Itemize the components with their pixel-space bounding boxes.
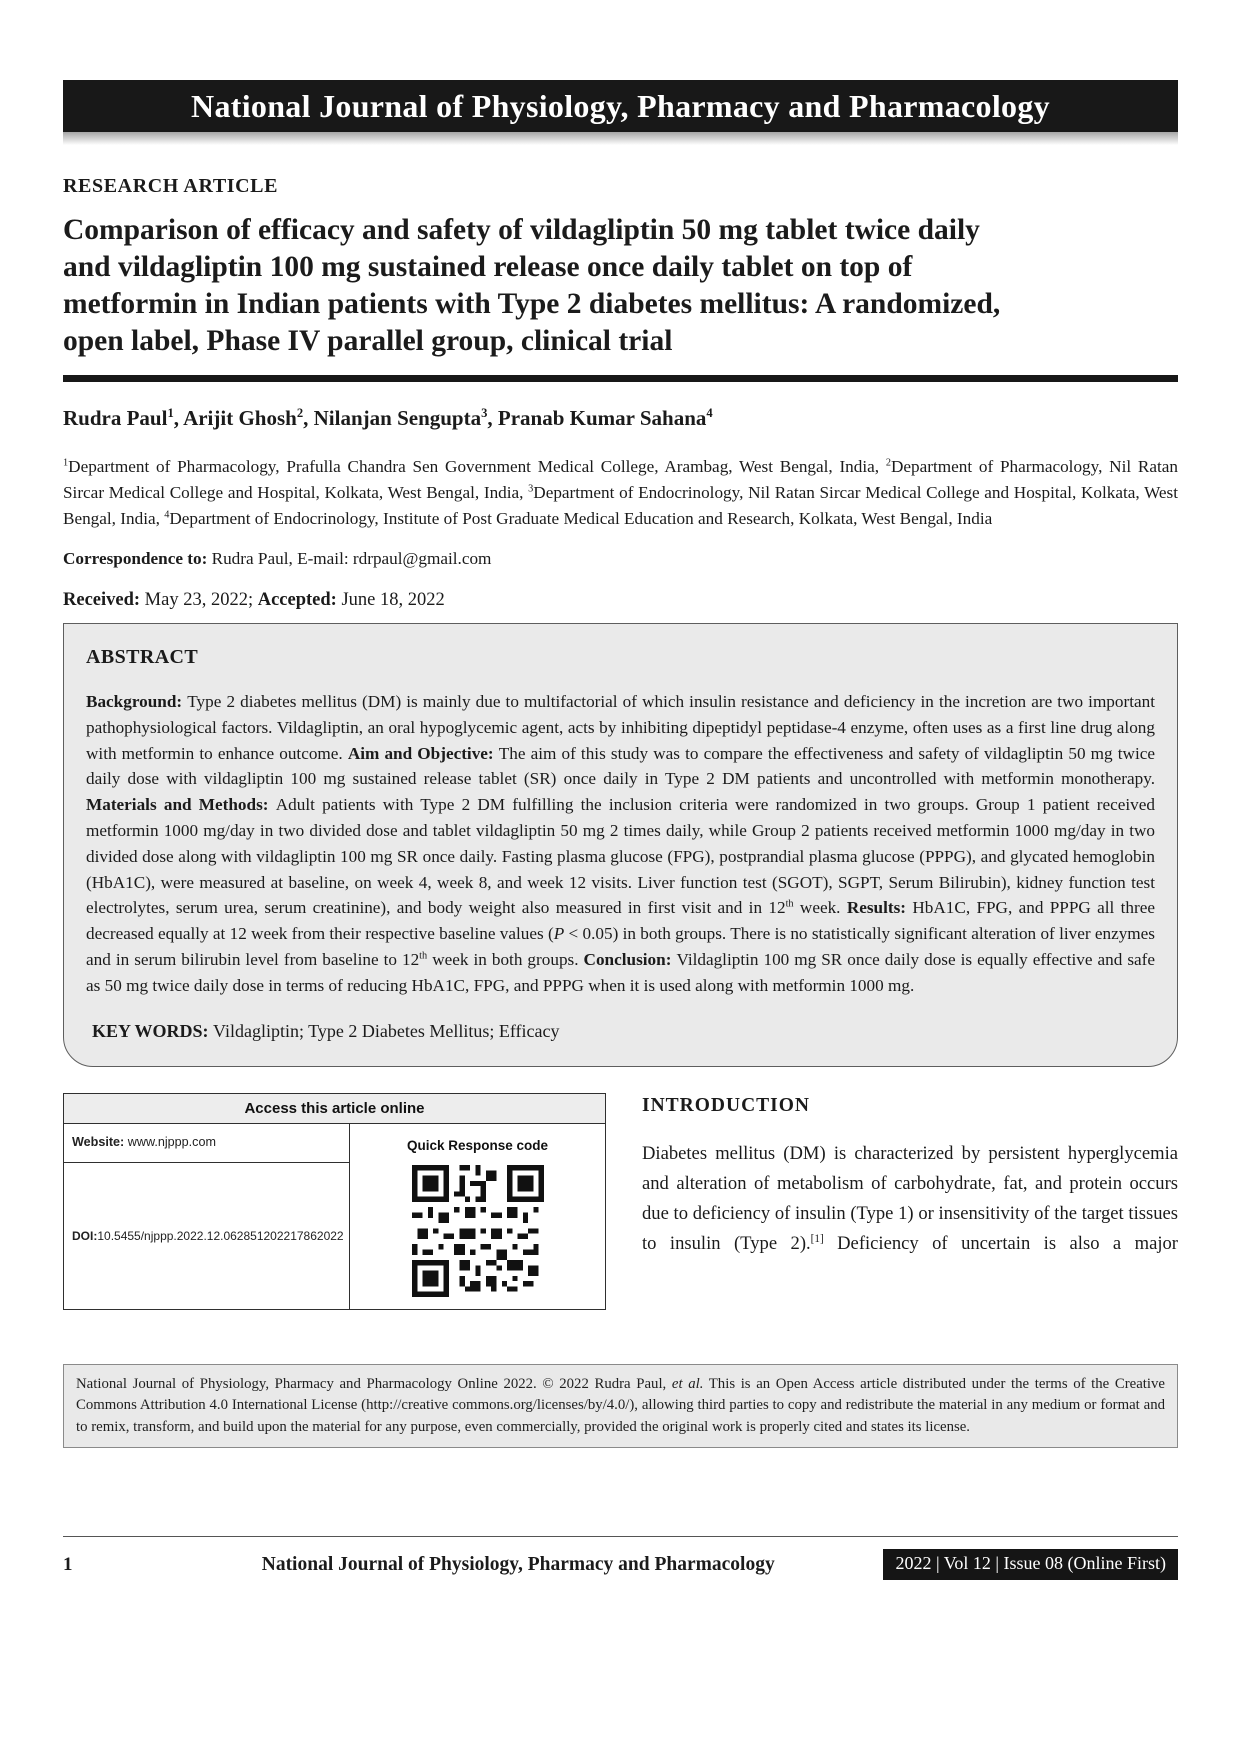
text-segment: June 18, 2022: [341, 590, 445, 610]
title-divider: [63, 375, 1178, 382]
text-segment: Vildagliptin; Type 2 Diabetes Mellitus; Efficacy: [213, 1020, 560, 1041]
text-segment: National Journal of Physiology, Pharmacy and Pharmacology Online 2022. © 2022 Rudra Paul,: [76, 1375, 672, 1392]
access-box-body: [64, 1124, 605, 1309]
text-segment: Conclusion:: [583, 949, 677, 969]
access-box-right-column: [350, 1124, 605, 1309]
qr-code-label: Quick Response code: [406, 1137, 549, 1153]
text-segment: et al.: [671, 1375, 704, 1392]
text-segment: metformin in Indian patients with Type 2 diabetes mellitus: A randomized,: [63, 288, 1001, 320]
text-segment: 3: [481, 406, 488, 420]
doi-cell: [64, 1163, 349, 1309]
text-segment: Deficiency of uncertain is also a major: [823, 1232, 1178, 1254]
abstract-heading: ABSTRACT: [86, 646, 199, 668]
license-notice: [63, 1364, 1178, 1449]
journal-banner-title: National Journal of Physiology, Pharmacy and Pharmacology: [191, 87, 1050, 124]
text-segment: HbA1C, FPG, and PPPG all three decreased equally at 12 week from their respective baseline values (: [86, 898, 1155, 944]
text-segment: [1]: [810, 1232, 824, 1245]
introduction-heading: INTRODUCTION: [642, 1094, 811, 1116]
text-segment: KEY WORDS:: [92, 1020, 214, 1041]
article-type-label: RESEARCH ARTICLE: [63, 175, 279, 197]
text-segment: , Pranab Kumar Sahana: [487, 406, 707, 430]
access-box-left-column: [64, 1124, 350, 1309]
text-segment: Correspondence to:: [63, 549, 212, 568]
text-segment: Rudra Paul: [63, 406, 168, 430]
correspondence-line: [63, 549, 1178, 569]
author-line: [63, 406, 1178, 431]
text-segment: Materials and Methods:: [86, 795, 276, 815]
journal-banner: [63, 80, 1178, 132]
footer-issue-badge: 2022 | Vol 12 | Issue 08 (Online First): [883, 1549, 1178, 1580]
text-segment: Background:: [86, 692, 188, 711]
access-article-box: [63, 1093, 606, 1310]
introduction-paragraph: [642, 1139, 1178, 1259]
access-box-header: Access this article online: [64, 1094, 605, 1124]
footer-page-number: 1: [63, 1553, 73, 1575]
abstract-box: [63, 623, 1178, 1067]
text-segment: 10.5455/njppp.2022.12.062851202217862022: [97, 1228, 344, 1243]
qr-code-icon: [412, 1165, 544, 1297]
affiliations: [63, 454, 1178, 532]
text-segment: Vildagliptin 100 mg SR once daily dose is equally effective and safe as 50 mg twice daily dose in terms of reducing HbA1C, FPG, and PPPG when it is used along with metformin 1000 mg.: [86, 949, 1156, 995]
text-segment: , Arijit Ghosh: [173, 406, 297, 430]
text-segment: Department of Endocrinology, Nil Ratan Sircar Medical College and Hospital, Kolkata, West Bengal, India,: [63, 483, 1179, 528]
two-column-section: [63, 1093, 1178, 1310]
banner-shadow: [63, 132, 1178, 145]
text-segment: < 0.05) in both groups. There is no statistically significant alteration of liver enzymes and in serum bilirubin level from baseline to 12: [86, 924, 1155, 969]
text-segment: DOI:: [72, 1228, 98, 1243]
text-segment: Accepted:: [257, 590, 342, 610]
received-accepted-line: [63, 590, 1178, 611]
text-segment: Adult patients with Type 2 DM fulfilling the inclusion criteria were randomized in two groups. Group 1 patient received metformin 1000 mg/day in two divided dose and tablet vildagliptin 50 mg 2 times daily, while Group 2 patients received metformin 1000 mg/day in two divided dose along with vildagliptin 100 mg SR once daily. Fasting plasma glucose (FPG), postprandial plasma glucose (PPPG), and glycated hemoglobin (HbA1C), were measured at baseline, on week 4, week 8, and week 12 visits. Liver function test (SGOT), SGPT, Serum Bilirubin), kidney function test electrolytes, serum urea, serum creatinine), and body weight also measured in first visit and in 12: [86, 795, 1155, 918]
text-segment: 3: [528, 483, 534, 495]
text-segment: Results:: [846, 898, 913, 918]
text-segment: week in both groups.: [427, 949, 584, 969]
text-segment: , Nilanjan Sengupta: [303, 406, 482, 430]
keywords-line: [92, 1021, 1155, 1042]
text-segment: Aim and Objective:: [347, 743, 499, 763]
text-segment: Department of Pharmacology, Nil Ratan Sircar Medical College and Hospital, Kolkata, West Bengal, India,: [63, 457, 1178, 502]
text-segment: Rudra Paul, E-mail: rdrpaul@gmail.com: [211, 549, 492, 568]
text-segment: 2: [296, 406, 304, 420]
introduction-column: [642, 1093, 1178, 1310]
text-segment: Comparison of efficacy and safety of vildagliptin 50 mg tablet twice daily: [63, 214, 980, 246]
text-segment: www.njppp.com: [127, 1134, 216, 1149]
footer-journal-name: National Journal of Physiology, Pharmacy and Pharmacology: [261, 1553, 775, 1575]
text-segment: 1: [63, 457, 69, 469]
text-segment: open label, Phase IV parallel group, clinical trial: [63, 325, 673, 357]
text-segment: th: [419, 950, 428, 962]
text-segment: P: [553, 924, 565, 944]
text-segment: 2: [885, 457, 891, 469]
page-footer: [63, 1536, 1178, 1580]
text-segment: Website:: [72, 1134, 128, 1149]
text-segment: 4: [706, 406, 713, 420]
text-segment: th: [785, 898, 794, 910]
text-segment: May 23, 2022;: [144, 590, 258, 610]
text-segment: Type 2 diabetes mellitus (DM) is mainly due to multifactorial of which insulin resistance and deficiency in the incretion are two important pathophysiological factors. Vildagliptin, an oral hypoglycemic agent, acts by inhibiting dipeptidyl peptidase-4 enzyme, often uses as a first line drug along with metformin to enhance outcome.: [86, 692, 1155, 763]
text-segment: Department of Endocrinology, Institute of Post Graduate Medical Education and Research, Kolkata, West Bengal, India: [169, 509, 993, 528]
text-segment: Department of Pharmacology, Prafulla Chandra Sen Government Medical College, Arambag, West Bengal, India,: [68, 457, 886, 476]
text-segment: 1: [167, 406, 174, 420]
text-segment: week.: [793, 898, 847, 918]
article-title: [63, 212, 1178, 360]
website-cell: [64, 1124, 349, 1163]
text-segment: The aim of this study was to compare the effectiveness and safety of vildagliptin 50 mg twice daily dose with vildagliptin 100 mg sustained release tablet (SR) once daily in Type 2 DM patients and uncontrolled with metformin monotherapy.: [86, 743, 1155, 789]
text-segment: Diabetes mellitus (DM) is characterized by persistent hyperglycemia and alteration of metabolism of carbohydrate, fat, and protein occurs due to deficiency of insulin (Type 1) or insensitivity of the target tissues to insulin (Type 2).: [642, 1142, 1178, 1254]
text-segment: and vildagliptin 100 mg sustained release once daily tablet on top of: [63, 251, 913, 283]
abstract-body: [86, 689, 1155, 999]
text-segment: Received:: [63, 590, 145, 610]
text-segment: 4: [164, 509, 170, 521]
text-segment: This is an Open Access article distributed under the terms of the Creative Commons Attribution 4.0 International License (http://creative commons.org/licenses/by/4.0/), allowing third parties to copy and redistribute the material in any medium or format and to remix, transform, and build upon the material for any purpose, even commercially, provided the original work is properly cited and states its license.: [76, 1375, 1165, 1435]
